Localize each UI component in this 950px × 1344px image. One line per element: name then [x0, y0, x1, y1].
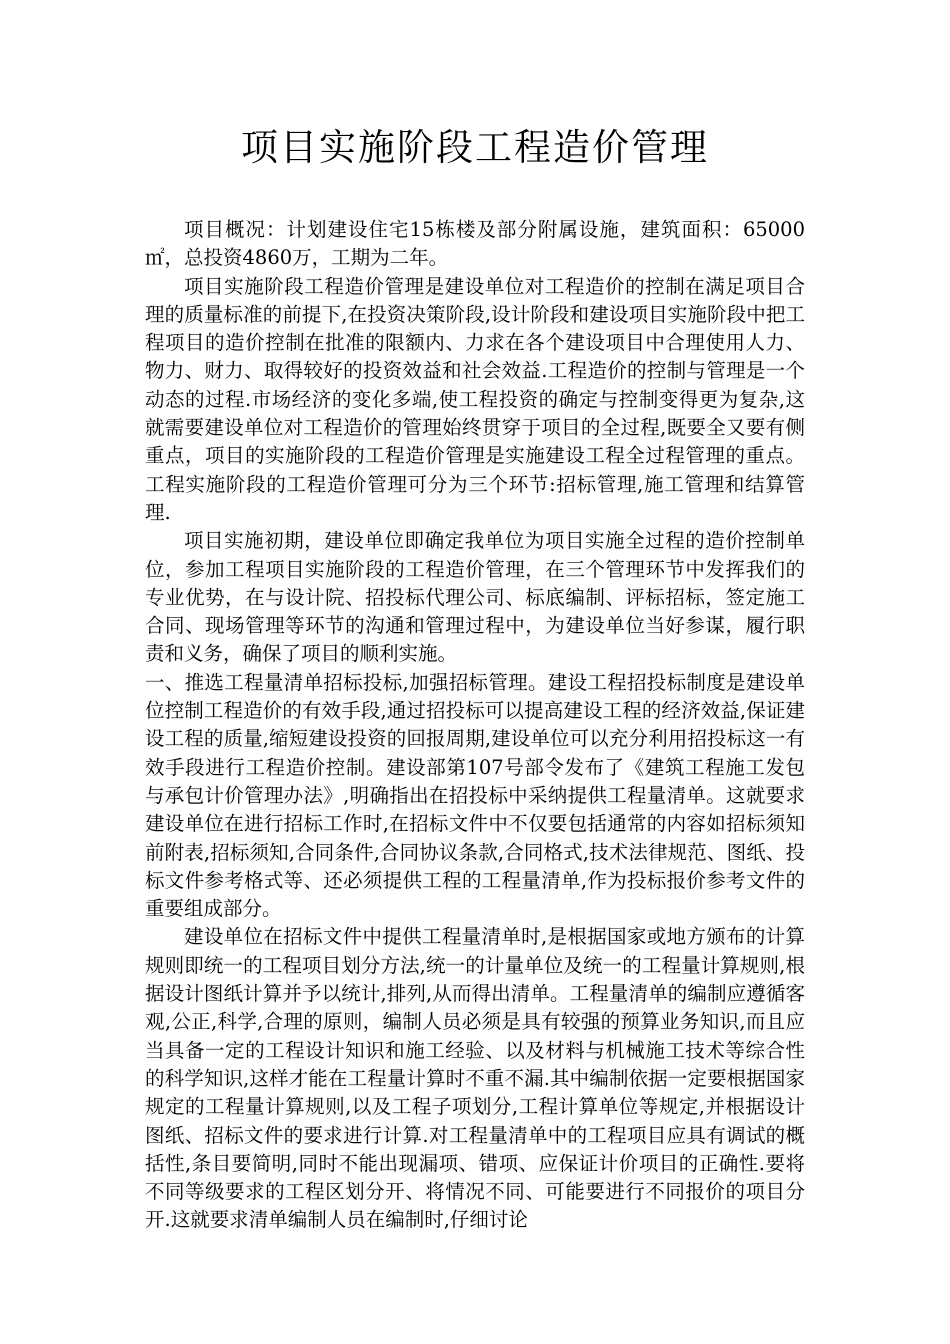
paragraph-section-one: 一、推选工程量清单招标投标,加强招标管理。建设工程招投标制度是建设单位控制工程造价的有效手段,通过招投标可以提高建设工程的经济效益,保证建设工程的质量,缩短建设投资的回报周期,建设单位可以充分利用招投标这一有效手段进行工程造价控制。建设部第107号部令发布了《建筑工程施工发包与承包计价管理办法》,明确指出在招投标中采纳提供工程量清单。这就要求建设单位在进行招标工作时,在招标文件中不仅要包括通常的内容如招标须知前附表,招标须知,合同条件,合同协议条款,合同格式,技术法律规范、图纸、投标文件参考格式等、还必须提供工程的工程量清单,作为投标报价参考文件的重要组成部分。: [145, 670, 805, 921]
paragraph-initial-stage: 项目实施初期，建设单位即确定我单位为项目实施全过程的造价控制单位，参加工程项目实施阶段的工程造价管理，在三个管理环节中发挥我们的专业优势，在与设计院、招投标代理公司、标底编制、评标招标，签定施工合同、现场管理等环节的沟通和管理过程中，为建设单位当好参谋，履行职责和义务，确保了项目的顺利实施。: [145, 529, 805, 666]
paragraph-overview: 项目概况：计划建设住宅15栋楼及部分附属设施，建筑面积：65000㎡，总投资4860万，工期为二年。: [145, 218, 805, 270]
document-body: [145, 216, 805, 1235]
page-title: 项目实施阶段工程造价管理: [241, 126, 709, 169]
paragraph-definition: 项目实施阶段工程造价管理是建设单位对工程造价的控制在满足项目合理的质量标准的前提下,在投资决策阶段,设计阶段和建设项目实施阶段中把工程项目的造价控制在批准的限额内、力求在各个建设项目中合理使用人力、物力、财力、取得较好的投资效益和社会效益.工程造价的控制与管理是一个动态的过程.市场经济的变化多端,使工程投资的确定与控制变得更为复杂,这就需要建设单位对工程造价的管理始终贯穿于项目的全过程,既要全又要有侧重点，项目的实施阶段的工程造价管理是实施建设工程全过程管理的重点。工程实施阶段的工程造价管理可分为三个环节:招标管理,施工管理和结算管理.: [145, 274, 805, 524]
paragraph-bill-of-quantities: 建设单位在招标文件中提供工程量清单时,是根据国家或地方颁布的计算规则即统一的工程项目划分方法,统一的计量单位及统一的工程量计算规则,根据设计图纸计算并予以统计,排列,从而得出清单。工程量清单的编制应遵循客观,公正,科学,合理的原则，编制人员必须是具有较强的预算业务知识,而且应当具备一定的工程设计知识和施工经验、以及材料与机械施工技术等综合性的科学知识,这样才能在工程量计算时不重不漏.其中编制依据一定要根据国家规定的工程量计算规则,以及工程子项划分,工程计算单位等规定,并根据设计图纸、招标文件的要求进行计算.对工程量清单中的工程项目应具有调试的概括性,条目要简明,同时不能出现漏项、错项、应保证计价项目的正确性.要将不同等级要求的工程区划分开、将情况不同、可能要进行不同报价的项目分开.这就要求清单编制人员在编制时,仔细讨论: [145, 925, 805, 1232]
